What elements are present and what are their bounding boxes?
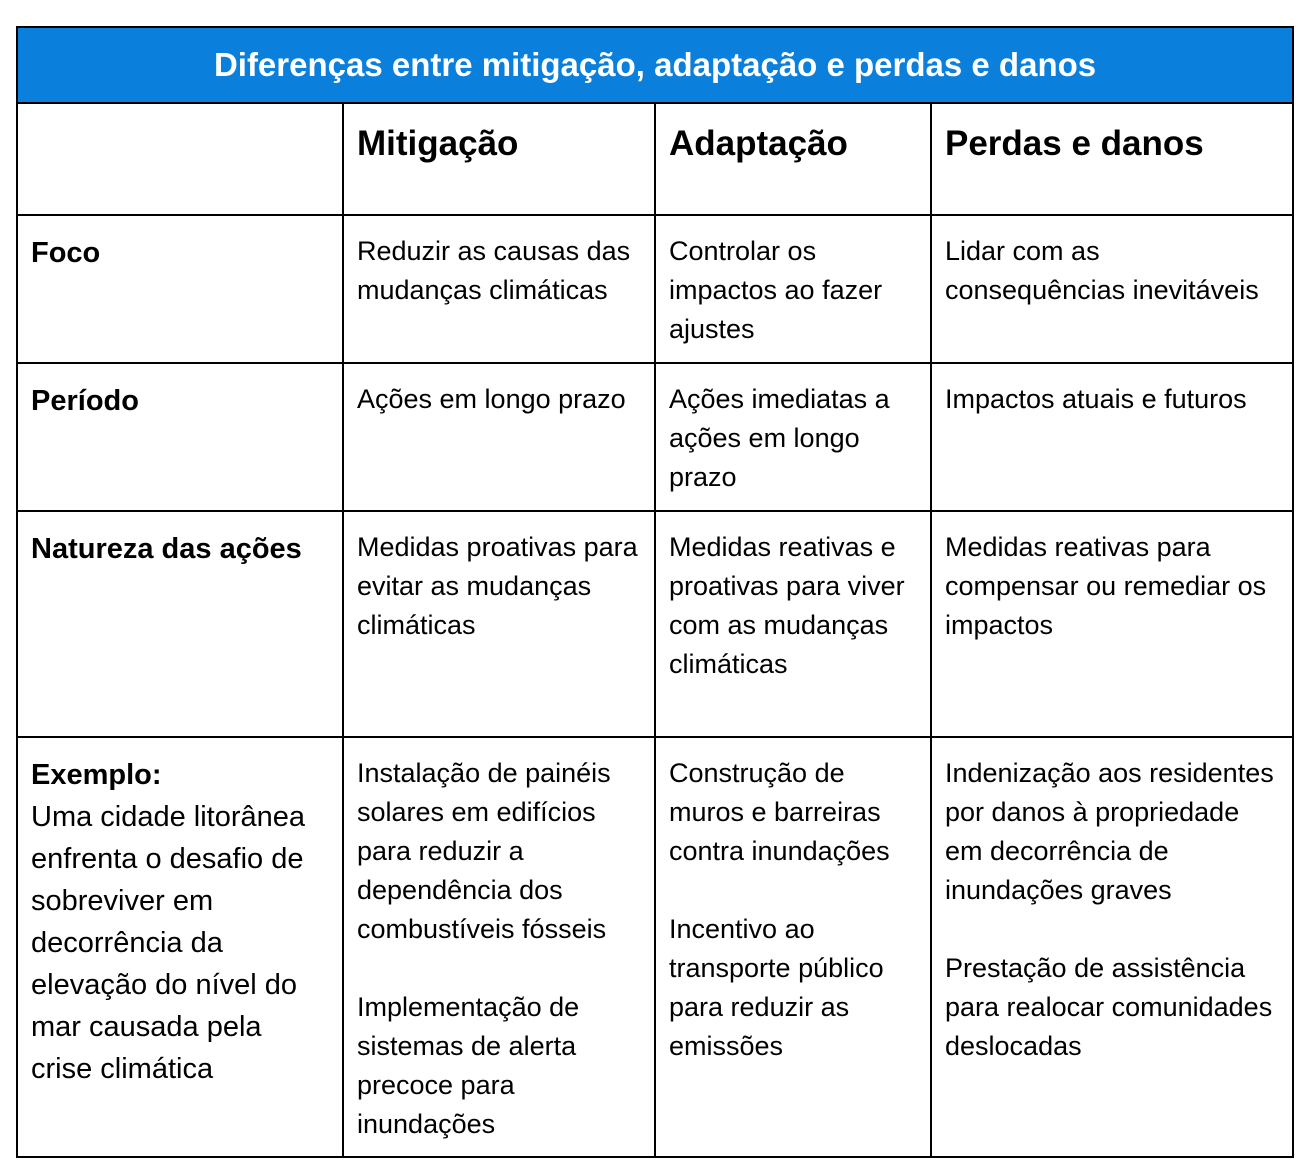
comparison-table [16,26,1294,1158]
cell-exemplo-perdas [931,737,1293,1157]
cell-text: Ações em longo prazo [357,384,626,414]
cell-text: Prestação de assistência para realocar comunidades deslocadas [945,953,1273,1061]
header-row [17,103,1293,215]
cell-exemplo-adaptacao [655,737,931,1157]
table-row-natureza [17,511,1293,737]
table-row-exemplo [17,737,1293,1157]
cell-text: Implementação de sistemas de alerta precoce para inundações [357,992,580,1139]
header-perdas-e-danos: Perdas e danos [931,103,1293,215]
header-corner-cell [17,103,343,215]
cell-text: Instalação de painéis solares em edifícios para reduzir a dependência dos combustíveis fósseis [357,758,611,944]
cell-text: Indenização aos residentes por danos à propriedade em decorrência de inundações graves [945,758,1274,905]
cell-natureza-adaptacao [655,511,931,737]
header-mitigacao: Mitigação [343,103,655,215]
cell-foco-mitigacao [343,215,655,363]
row-head-exemplo [17,737,343,1157]
cell-exemplo-mitigacao [343,737,655,1157]
row-label-exemplo: Exemplo: [31,759,162,791]
cell-natureza-perdas [931,511,1293,737]
cell-text: Medidas reativas e proativas para viver com as mudanças climáticas [669,532,905,679]
cell-periodo-adaptacao [655,363,931,511]
cell-foco-perdas [931,215,1293,363]
cell-text: Incentivo ao transporte público para reduzir as emissões [669,914,884,1061]
cell-text: Ações imediatas a ações em longo prazo [669,384,890,492]
cell-text: Lidar com as consequências inevitáveis [945,236,1259,305]
row-label-periodo: Período [17,363,343,511]
cell-text: Controlar os impactos ao fazer ajustes [669,236,883,344]
cell-periodo-mitigacao [343,363,655,511]
table-title: Diferenças entre mitigação, adaptação e perdas e danos [17,27,1293,103]
row-label-foco: Foco [17,215,343,363]
cell-periodo-perdas [931,363,1293,511]
header-adaptacao: Adaptação [655,103,931,215]
cell-text: Medidas reativas para compensar ou remediar os impactos [945,532,1267,640]
table-row-periodo [17,363,1293,511]
cell-text: Construção de muros e barreiras contra inundações [669,758,890,866]
example-description: Uma cidade litorânea enfrenta o desafio de sobreviver em decorrência da elevação do nível do mar causada pela crise climática [31,801,306,1085]
title-row [17,27,1293,103]
cell-text: Reduzir as causas das mudanças climáticas [357,236,631,305]
cell-foco-adaptacao [655,215,931,363]
cell-text: Impactos atuais e futuros [945,384,1247,414]
cell-natureza-mitigacao [343,511,655,737]
row-label-natureza: Natureza das ações [17,511,343,737]
comparison-table-container [16,26,1292,1158]
table-row-foco [17,215,1293,363]
cell-text: Medidas proativas para evitar as mudanças climáticas [357,532,638,640]
